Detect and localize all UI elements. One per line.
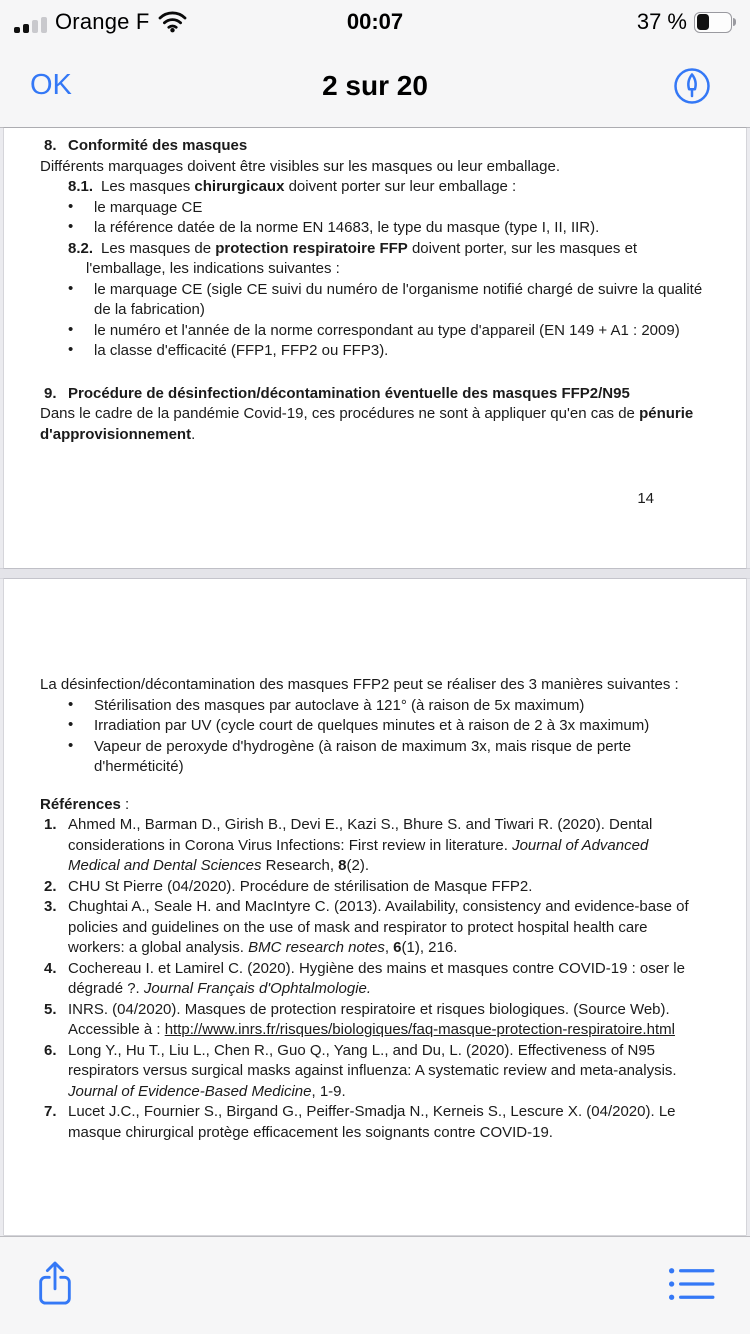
page-number: 14 [637, 490, 654, 507]
reference-item: 5. INRS. (04/2020). Masques de protection respiratoire et risques biologiques. (Source Web). Accessible à : http://www.inrs.fr/risques/biologiques/faq-masque-protection-respiratoire.html [44, 1000, 675, 1038]
battery-percent-label: 37 % [636, 9, 687, 34]
share-button[interactable] [34, 1259, 76, 1312]
bottom-toolbar [0, 1236, 750, 1334]
reference-item: 2. CHU St Pierre (04/2020). Procédure de stérilisation de Masque FFP2. [4, 877, 746, 898]
reference-item: 3. Chughtai A., Seale H. and MacIntyre C. (2013). Availability, consistency and evidence-base of policies and guidelines on the use of mask and respirator to protect hospital health care workers: a global analysis. BMC research notes, 6(1), 216. [44, 898, 689, 956]
bullet-item: • Stérilisation des masques par autoclave à 121° (à raison de 5x maximum) [68, 695, 585, 714]
list-number: 8.2. [68, 239, 94, 257]
list-number: 8. [44, 137, 57, 154]
pdf-page-14 [4, 128, 746, 568]
bullet-marker: • [68, 197, 74, 215]
spacer [4, 445, 746, 489]
list-number: 3. [44, 898, 57, 915]
section-9-heading: 9. Procédure de désinfection/décontamination éventuelle des masques FFP2/N95 [4, 384, 746, 405]
bullet-item: • Vapeur de peroxyde d'hydrogène (à raison de maximum 3x, mais risque de perte d'herméticité) [68, 736, 632, 775]
references-heading: Références : [40, 795, 130, 813]
markup-button[interactable] [672, 66, 712, 106]
list-number: 9. [44, 384, 57, 402]
list-number: 4. [44, 959, 57, 977]
bullet-marker: • [68, 695, 74, 713]
reference-item: 6. Long Y., Hu T., Liu L., Chen R., Guo Q., Yang L., and Du, L. (2020). Effectiveness of N95 respirators versus surgical masks against influenza: A systematic review and meta-analysis. Journal of Evidence-Based Medicine, 1-9. [44, 1041, 677, 1100]
reference-item: 4. Cochereau I. et Lamirel C. (2020). Hygiène des mains et masques contre COVID-19 : oser le dégradé ?. Journal Français d'Ophtalmologie. [44, 959, 685, 997]
subsection-8-2: 8.2. Les masques de protection respiratoire FFP doivent porter, sur les masques et l'emballage, les indications suivantes : [68, 239, 638, 277]
spacer [4, 362, 746, 384]
bullet-marker: • [68, 716, 74, 733]
list-number: 6. [44, 1041, 57, 1059]
share-icon [34, 1297, 76, 1312]
carrier-label: Orange F [55, 9, 150, 34]
spacer [4, 778, 746, 795]
bullet-marker: • [68, 736, 74, 754]
bullet-item: • la référence datée de la norme EN 14683, le type du masque (type I, II, IIR). [68, 218, 600, 236]
list-number: 7. [44, 1103, 57, 1120]
bullet-marker: • [68, 341, 74, 358]
bullet-item: • le numéro et l'année de la norme correspondant au type d'appareil (EN 149 + A1 : 2009) [68, 320, 680, 339]
contents-list-icon [668, 1290, 716, 1305]
bullet-item: • le marquage CE [68, 197, 203, 216]
bullet-item: • Irradiation par UV (cycle court de quelques minutes et à raison de 2 à 3x maximum) [68, 716, 650, 734]
section-8-heading: 8. Conformité des masques [4, 136, 746, 157]
subsection-8-1: 8.1. Les masques chirurgicaux doivent porter sur leur emballage : [4, 177, 746, 198]
list-number: 1. [44, 816, 57, 833]
status-time: 00:07 [346, 9, 404, 34]
page-indicator-title: 2 sur 20 [322, 69, 428, 101]
paragraph: Dans le cadre de la pandémie Covid-19, ces procédures ne sont à appliquer qu'en cas de pénurie d'approvisionnement. [40, 405, 694, 443]
nav-bar [0, 44, 750, 128]
list-number: 5. [44, 1000, 57, 1018]
bullet-item: • la classe d'efficacité (FFP1, FFP2 ou FFP3). [68, 341, 389, 359]
list-number: 8.1. [68, 178, 94, 195]
paragraph: Différents marquages doivent être visibles sur les masques ou leur emballage. [40, 157, 560, 175]
bullet-item: • le marquage CE (sigle CE suivi du numéro de l'organisme notifié chargé de suivre la qualité de la fabrication) [68, 279, 703, 318]
bullet-marker: • [68, 320, 74, 338]
markup-icon [672, 94, 712, 109]
pdf-page-15 [4, 579, 746, 1235]
status-bar [0, 0, 750, 44]
bullet-marker: • [68, 279, 74, 297]
table-of-contents-button[interactable] [668, 1266, 716, 1305]
document-scroll-area[interactable] [0, 128, 750, 1235]
reference-link[interactable]: http://www.inrs.fr/risques/biologiques/faq-masque-protection-respiratoire.html [164, 1021, 675, 1038]
paragraph: La désinfection/décontamination des masques FFP2 peut se réaliser des 3 manières suivantes : [40, 676, 679, 693]
reference-item: 1. Ahmed M., Barman D., Girish B., Devi E., Kazi S., Bhure S. and Tiwari R. (2020). Dental considerations in Corona Virus Infections: First review in literature. Journal of Advanced Medical and Dental Sciences Research, 8(2). [44, 816, 653, 874]
battery-icon [694, 12, 736, 33]
list-number: 2. [44, 877, 57, 895]
page-gap [0, 568, 750, 579]
reference-item: 7. Lucet J.C., Fournier S., Birgand G., Peiffer-Smadja N., Kerneis S., Lescure X. (04/2020). Le masque chirurgical protège efficacement les soignants contre COVID-19. [44, 1103, 676, 1141]
bullet-marker: • [68, 218, 74, 235]
done-button[interactable]: OK [30, 69, 72, 101]
